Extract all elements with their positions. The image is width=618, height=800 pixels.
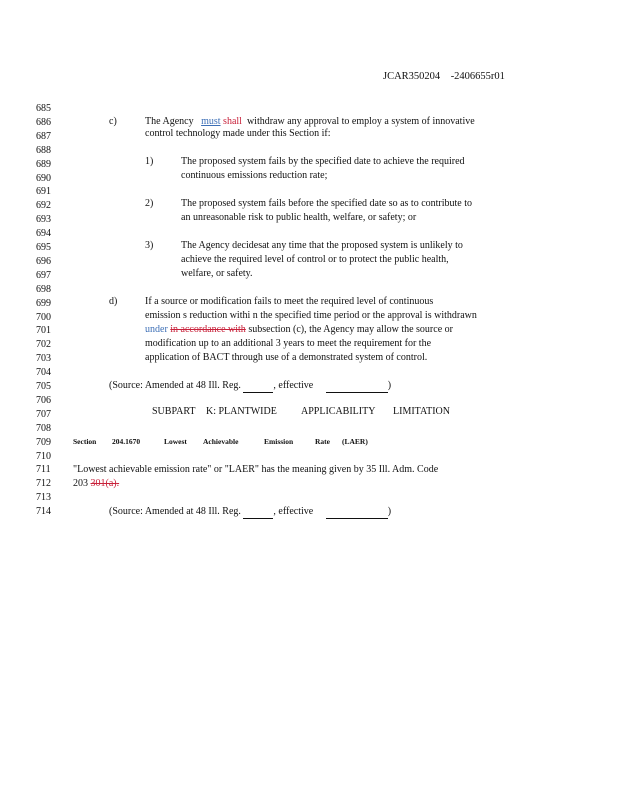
line-number: 700 xyxy=(36,311,51,323)
line-number: 703 xyxy=(36,353,51,365)
source-1-open: (Source: Amended at 48 Ill. Reg. xyxy=(109,380,241,391)
shall-text: shall xyxy=(223,116,242,127)
item-1-line1: The proposed system fails by the specified date to achieve the required xyxy=(181,156,465,167)
subpart-heading-b: K: PLANTWIDE xyxy=(206,406,277,417)
section-heading-3: Lowest xyxy=(164,437,187,446)
line-number: 704 xyxy=(36,367,51,379)
line-number: 695 xyxy=(36,242,51,253)
line-number: 710 xyxy=(36,450,51,462)
line-number: 696 xyxy=(36,255,51,267)
line-number: 708 xyxy=(36,422,51,434)
para-d-line3-rest: subsection (c), the Agency may allow the source or xyxy=(248,324,453,335)
line-number: 702 xyxy=(36,339,51,351)
definition-line2 xyxy=(73,478,119,490)
line-number: 686 xyxy=(36,116,51,128)
definition-part-number: 203 xyxy=(73,478,88,489)
para-c-line1-a: The Agency xyxy=(145,116,194,127)
line-number: 690 xyxy=(36,172,51,184)
line-number: 699 xyxy=(36,297,51,309)
item-2-line2: an unreasonable risk to public health, welfare, or safety; or xyxy=(181,212,417,223)
inserted-text-under: under xyxy=(145,324,168,335)
section-number: 204.1670 xyxy=(112,437,141,446)
line-number: 691 xyxy=(36,186,51,198)
line-number: 689 xyxy=(36,158,51,170)
document-header xyxy=(383,71,505,82)
section-heading-6: Rate xyxy=(315,437,330,446)
para-c-line2: control technology made under this Section if: xyxy=(145,128,331,139)
doc-id: JCAR350204 xyxy=(383,71,441,82)
para-d-line2: emission s reduction withi n the specified time period or the approval is withdrawn xyxy=(145,310,477,321)
line-number: 707 xyxy=(36,408,51,420)
source-2-mid: , effective xyxy=(273,506,314,517)
inserted-text-must: must xyxy=(201,116,221,127)
subpart-heading-d: LIMITATION xyxy=(393,406,450,417)
doc-version: -2406655r01 xyxy=(450,71,505,82)
line-number: 709 xyxy=(36,436,51,448)
item-1-line2: continuous emissions reduction rate; xyxy=(181,170,328,181)
line-number: 705 xyxy=(36,381,51,392)
source-1-date-blank xyxy=(326,380,388,393)
definition-period: . xyxy=(116,478,120,489)
line-number: 685 xyxy=(36,103,51,114)
section-heading-1: Section xyxy=(73,437,97,446)
line-number: 713 xyxy=(36,492,51,504)
item-3-line2: achieve the required level of control or to protect the public health, xyxy=(181,254,449,265)
line-number: 714 xyxy=(36,506,51,518)
section-heading-7: (LAER) xyxy=(342,437,368,446)
deleted-text-in-accordance-with: in accordance with xyxy=(170,324,246,335)
line-number: 712 xyxy=(36,478,51,490)
source-note-1 xyxy=(109,380,391,393)
line-number: 697 xyxy=(36,269,51,281)
line-number: 701 xyxy=(36,325,51,337)
line-number: 711 xyxy=(36,464,51,476)
para-c-line1-b: withdraw any approval to employ a system of innovative xyxy=(246,116,475,127)
deleted-text-301a: 301(a) xyxy=(90,478,117,489)
item-2-line1: The proposed system fails before the specified date so as to contribute to xyxy=(181,198,473,209)
para-d-line5: application of BACT through use of a demonstrated system of control. xyxy=(145,352,428,363)
section-heading-5: Emission xyxy=(264,437,294,446)
line-number: 687 xyxy=(36,130,51,142)
subpart-heading-c: APPLICABILITY xyxy=(301,406,376,417)
para-c-line1 xyxy=(145,116,475,128)
line-number: 692 xyxy=(36,200,51,212)
section-heading-4: Achievable xyxy=(203,437,239,446)
source-1-mid: , effective xyxy=(273,380,314,391)
item-3-label: 3) xyxy=(145,240,154,251)
para-d-line1: If a source or modification fails to meet the required level of continuous xyxy=(145,296,434,307)
source-2-open: (Source: Amended at 48 Ill. Reg. xyxy=(109,506,241,517)
definition-line1: "Lowest achievable emission rate" or "LAER" has the meaning given by 35 Ill. Adm. Code xyxy=(73,464,439,475)
line-number: 693 xyxy=(36,214,51,226)
item-2-label: 2) xyxy=(145,198,154,209)
item-3-line1: The Agency decidesat any time that the proposed system is unlikely to xyxy=(181,240,463,251)
subpart-heading-a: SUBPART xyxy=(152,406,196,417)
source-2-reg-blank xyxy=(243,506,273,519)
source-1-reg-blank xyxy=(243,380,273,393)
line-number: 706 xyxy=(36,394,51,406)
para-c-label: c) xyxy=(109,116,117,127)
line-number: 698 xyxy=(36,283,51,295)
source-note-2 xyxy=(109,506,391,519)
para-d-line4: modification up to an additional 3 years to meet the requirement for the xyxy=(145,338,432,349)
line-number: 688 xyxy=(36,144,51,156)
para-d-label: d) xyxy=(109,296,118,307)
line-number: 694 xyxy=(36,228,51,240)
item-3-line3: welfare, or safety. xyxy=(181,268,253,279)
para-d-line3 xyxy=(145,324,453,336)
source-2-date-blank xyxy=(326,506,388,519)
source-2-close: ) xyxy=(387,506,392,517)
source-1-close: ) xyxy=(387,380,392,391)
item-1-label: 1) xyxy=(145,156,154,167)
